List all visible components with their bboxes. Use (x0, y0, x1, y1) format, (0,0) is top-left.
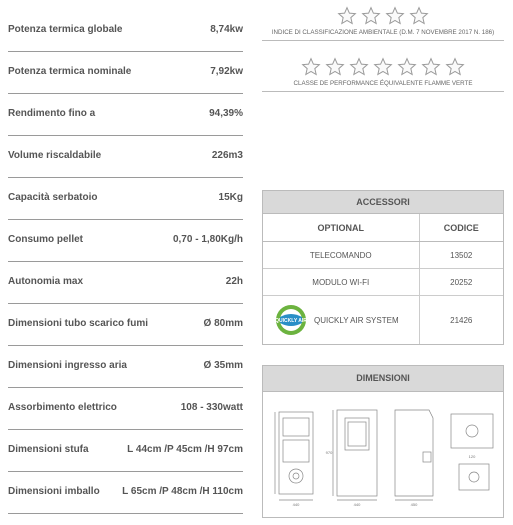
spec-row (8, 178, 243, 220)
dim-label-depth: 450 (410, 502, 418, 507)
spec-row (8, 430, 243, 472)
spec-row (8, 346, 243, 388)
spec-label: Potenza termica globale (8, 24, 123, 35)
spec-label: Potenza termica nominale (8, 66, 132, 77)
star-icon (421, 57, 441, 77)
svg-text:QUICKLY AIR: QUICKLY AIR (275, 318, 307, 324)
table-row (263, 269, 503, 296)
spec-value: Ø 35mm (203, 360, 243, 371)
rating-stars (262, 57, 504, 77)
rating-stars (262, 6, 504, 26)
dimensions-panel (262, 365, 504, 518)
dim-label-side: 120 (468, 454, 476, 459)
dim-label-height: 970 (325, 450, 333, 455)
table-row (263, 242, 503, 269)
star-icon (361, 6, 381, 26)
spec-row (8, 52, 243, 94)
rating-caption: CLASSE DE PERFORMANCE ÉQUIVALENTE FLAMME VERTE (262, 80, 504, 92)
dim-label-width: 440 (353, 502, 361, 507)
spec-row (8, 304, 243, 346)
spec-row (8, 220, 243, 262)
accessory-code: 20252 (419, 269, 503, 296)
star-icon (373, 57, 393, 77)
spec-label: Volume riscaldabile (8, 150, 102, 161)
spec-label: Assorbimento elettrico (8, 402, 117, 413)
spec-value: 15Kg (218, 192, 243, 203)
spec-row (8, 262, 243, 304)
star-icon (445, 57, 465, 77)
spec-value: L 65cm /P 48cm /H 110cm (122, 486, 243, 497)
spec-value: Ø 80mm (203, 318, 243, 329)
spec-label: Rendimento fino a (8, 108, 96, 119)
accessory-name: MODULO WI-FI (263, 269, 419, 296)
spec-row (8, 94, 243, 136)
spec-row (8, 136, 243, 178)
spec-label: Autonomia max (8, 276, 84, 287)
accessory-code: 13502 (419, 242, 503, 269)
spec-row (8, 472, 243, 514)
spec-row (8, 10, 243, 52)
quickly-air-logo (274, 303, 308, 337)
spec-label: Consumo pellet (8, 234, 84, 245)
dimension-drawings (263, 392, 503, 518)
spec-label: Dimensioni imballo (8, 486, 100, 497)
rating-caption: INDICE DI CLASSIFICAZIONE AMBIENTALE (D.M. 7 NOVEMBRE 2017 N. 186) (262, 29, 504, 41)
spec-label: Dimensioni ingresso aria (8, 360, 127, 371)
spec-value: 8,74kw (210, 24, 243, 35)
star-icon (349, 57, 369, 77)
spec-value: 7,92kw (210, 66, 243, 77)
spec-value: 226m3 (211, 150, 243, 161)
dimensions-title: DIMENSIONI (263, 366, 503, 392)
star-icon (337, 6, 357, 26)
col-codice: CODICE (419, 214, 503, 242)
accessory-name: QUICKLY AIR SYSTEM (314, 315, 399, 325)
spec-value: 0,70 - 1,80Kg/h (172, 234, 243, 245)
spec-value: 94,39% (209, 108, 243, 119)
spec-label: Dimensioni tubo scarico fumi (8, 318, 149, 329)
flamme-verte-rating (262, 57, 504, 92)
star-icon (301, 57, 321, 77)
spec-value: 108 - 330watt (180, 402, 243, 413)
star-icon (385, 6, 405, 26)
table-row (263, 296, 503, 345)
spec-label: Dimensioni stufa (8, 444, 89, 455)
col-optional: OPTIONAL (263, 214, 419, 242)
specs-table (8, 10, 243, 514)
spec-value: L 44cm /P 45cm /H 97cm (127, 444, 243, 455)
star-icon (409, 6, 429, 26)
star-icon (325, 57, 345, 77)
spec-label: Capacità serbatoio (8, 192, 98, 203)
dim-label-width: 440 (292, 502, 300, 507)
accessories-title: ACCESSORI (263, 191, 503, 214)
star-icon (397, 57, 417, 77)
spec-row (8, 388, 243, 430)
environmental-rating-it (262, 6, 504, 41)
accessories-table (262, 190, 504, 345)
accessory-name-cell (263, 296, 419, 345)
accessory-name: TELECOMANDO (263, 242, 419, 269)
spec-value: 22h (225, 276, 243, 287)
accessory-code: 21426 (450, 315, 473, 325)
